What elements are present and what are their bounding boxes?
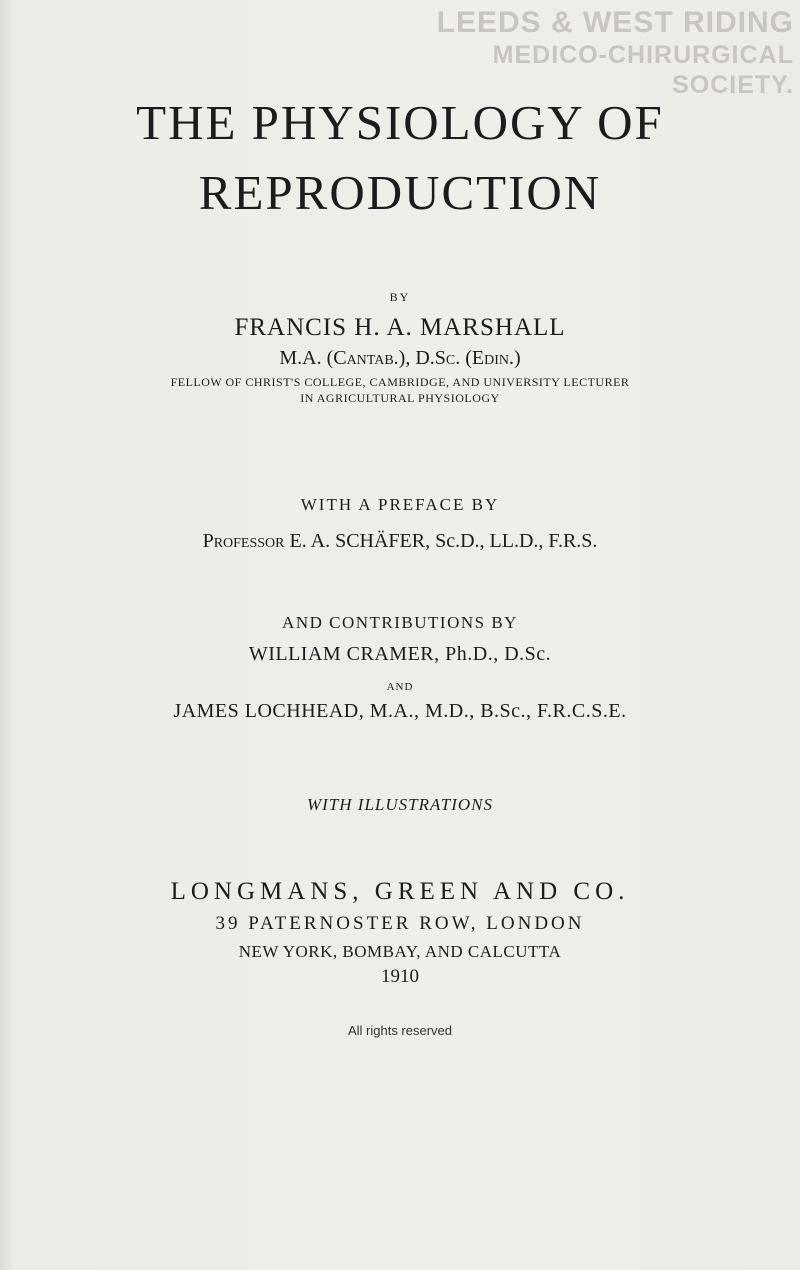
contributors-and: AND [386, 681, 414, 693]
publisher-cities: NEW YORK, BOMBAY, AND CALCUTTA [238, 942, 562, 961]
preface-author [0, 530, 800, 553]
contributions-heading: AND CONTRIBUTIONS BY [282, 613, 518, 632]
illustrations-note: WITH ILLUSTRATIONS [307, 795, 493, 814]
book-title-line-1: THE PHYSIOLOGY OF [136, 95, 664, 150]
publisher-address: 39 PATERNOSTER ROW, LONDON [215, 913, 585, 934]
contributor-1: WILLIAM CRAMER, Ph.D., D.Sc. [248, 643, 552, 665]
book-title-line-2: REPRODUCTION [198, 165, 602, 220]
author-position-line-1: FELLOW OF CHRIST'S COLLEGE, CAMBRIDGE, AND UNIVERSITY LECTURER [170, 375, 630, 389]
contributor-2: JAMES LOCHHEAD, M.A., M.D., B.Sc., F.R.C.S.E. [173, 700, 627, 722]
author-position-line-2: IN AGRICULTURAL PHYSIOLOGY [300, 391, 500, 405]
preface-author-title: Professor [202, 530, 285, 552]
rights-notice: All rights reserved [347, 1023, 453, 1038]
publisher-name: LONGMANS, GREEN AND CO. [170, 878, 630, 905]
preface-heading: WITH A PREFACE BY [300, 495, 500, 514]
stamp-line-2: MEDICO-CHIRURGICAL SOCIETY. [492, 41, 794, 99]
author-degrees: M.A. (Cantab.), D.Sc. (Edin.) [279, 347, 521, 369]
author-name: FRANCIS H. A. MARSHALL [234, 314, 566, 341]
stamp-line-1: LEEDS & WEST RIDING [436, 6, 794, 39]
library-stamp [374, 6, 794, 100]
preface-author-name: E. A. SCHÄFER, Sc.D., LL.D., F.R.S. [289, 530, 598, 552]
by-label: BY [389, 290, 411, 304]
publication-year: 1910 [381, 966, 419, 987]
